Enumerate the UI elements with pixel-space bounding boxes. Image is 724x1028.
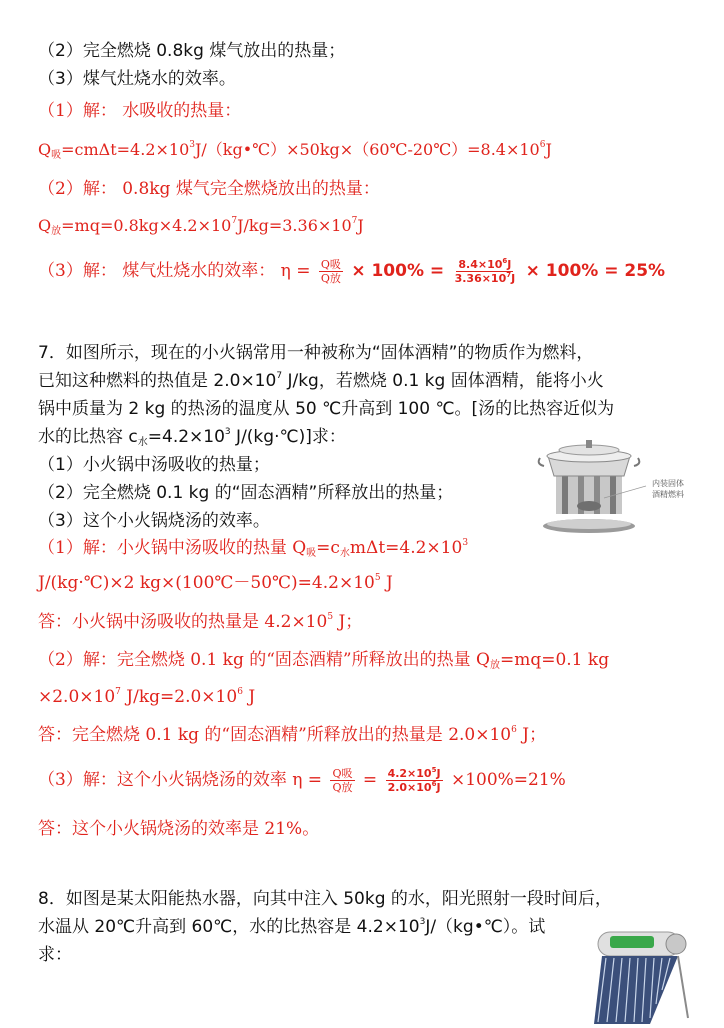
question-8-line-3: 求：: [38, 945, 72, 965]
question-7-part-2: （2）完全燃烧 0.1 kg 的“固态酒精”所释放出的热量；: [38, 483, 454, 503]
answer-6-1-equation: $Q_吸=cm\Delta t=4.2\times 10^3J/(kg•℃)\times 50kg\times(60℃-20℃)=8.4\times 10^6J$: [38, 140, 552, 161]
hot-pot-figure: [534, 436, 684, 536]
answer-7-2-conclusion: 答：完全燃烧 0.1 kg 的“固态酒精”所释放出的热量是 $2.0\times 10^6$ J；: [38, 725, 547, 745]
question-7-part-1: （1）小火锅中汤吸收的热量；: [38, 455, 270, 475]
answer-7-3-conclusion: 答：这个小火锅烧汤的效率是 21%。: [38, 819, 320, 839]
question-7-part-3: （3）这个小火锅烧汤的效率。: [38, 511, 270, 531]
question-8-line-2: 水温从 20℃升高到 60℃，水的比热容是 $4.2\times 10^3J/(kg•℃)$。试: [38, 917, 546, 937]
question-6-part-2: （2）完全燃烧 0.8kg 煤气放出的热量；: [38, 41, 346, 61]
solar-heater-illustration: [590, 928, 690, 1024]
figure-label: 内装固体 酒精燃料: [652, 479, 684, 499]
answer-7-1-conclusion: 答：小火锅中汤吸收的热量是 $4.2\times 10^5$ J；: [38, 612, 363, 632]
solar-water-heater-figure: [590, 928, 690, 1024]
question-7-line-3: 锅中质量为 2 kg 的热汤的温度从 50 ℃升高到 100 ℃。[汤的比热容近似为: [38, 399, 615, 419]
question-7-line-4: 水的比热容 $c_水=4.2\times 10^3$ J/(kg·℃)]求：: [38, 427, 346, 448]
question-6-part-3: （3）煤气灶烧水的效率。: [38, 69, 236, 89]
fraction-q-absorbed-over-q-released: $\frac{\text{Q吸}}{\text{Q放}}$: [320, 258, 341, 285]
answer-7-2-line-2: $\times 2.0\times 10^7$ $J/kg=2.0\times 10^6$ J: [38, 687, 256, 707]
answer-7-1-line-2: J/(kg·℃)×2 $kg\times(100℃-50℃)=4.2\times 10^5$ J: [38, 573, 393, 593]
question-8-line-1: 8．如图是某太阳能热水器，向其中注入 50kg 的水，阳光照射一段时间后，: [38, 889, 612, 909]
fraction-numeric-values: $\frac{4.2\times 10^5J}{2.0\times 10^6J}$: [387, 766, 441, 794]
fraction-q-absorbed-over-q-released: $\frac{\text{Q吸}}{\text{Q放}}$: [332, 767, 353, 794]
fraction-numeric-values: $\frac{8.4\times 10^6J}{3.36\times 10^7J}$: [454, 257, 516, 285]
answer-7-1-line-1: （1）解：小火锅中汤吸收的热量 $Q_吸=c_水m\Delta t=4.2\times 10^3$: [38, 538, 469, 559]
question-7-line-1: 7．如图所示，现在的小火锅常用一种被称为“固体酒精”的物质作为燃料，: [38, 343, 594, 363]
question-7-line-2: 已知这种燃料的热值是 $2.0\times 10^7$ J/kg，若燃烧 0.1 kg 固体酒精，能将小火: [38, 371, 604, 391]
answer-7-2-line-1: （2）解：完全燃烧 0.1 kg 的“固态酒精”所释放出的热量 $Q_放=mq=0.1$ kg: [38, 650, 610, 671]
answer-6-3-efficiency: （3）解： 煤气灶烧水的效率： η = $\frac{\text{Q吸}}{\text{Q放}}$ × 100% = $\frac{8.4\times 10^6J}{3.36\times 10^7J}$ × 100% = 25%: [38, 257, 666, 285]
answer-7-3-efficiency: （3）解：这个小火锅烧汤的效率 η = $\frac{\text{Q吸}}{\text{Q放}}$ = $\frac{4.2\times 10^5J}{2.0\times 10^6J}$ ×100%=21%: [38, 766, 566, 794]
answer-6-1-heading: （1）解： 水吸收的热量：: [38, 101, 242, 121]
answer-6-2-heading: （2）解： 0.8kg 煤气完全燃烧放出的热量：: [38, 179, 380, 199]
answer-6-2-equation: $Q_放=mq=0.8kg\times 4.2\times 10^7J/kg=3.36\times 10^7J$: [38, 216, 364, 237]
